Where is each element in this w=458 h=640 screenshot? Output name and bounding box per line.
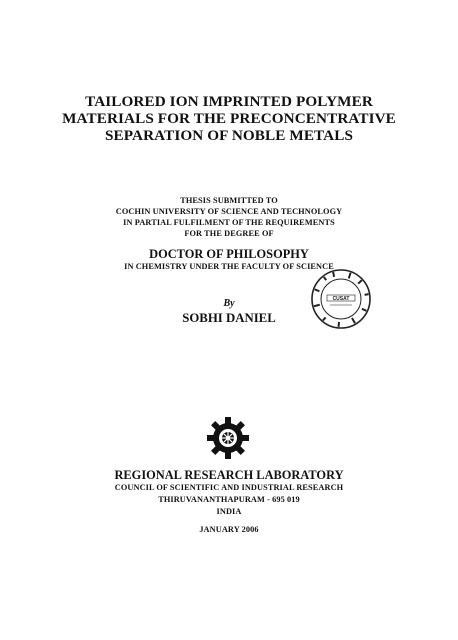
author-name: SOBHI DANIEL: [182, 311, 276, 325]
seal-center-text: CUSAT: [332, 296, 350, 303]
faculty-line: IN CHEMISTRY UNDER THE FACULTY OF SCIENCE: [124, 262, 334, 271]
degree-title: DOCTOR OF PHILOSOPHY: [149, 247, 309, 261]
by-label: By: [223, 298, 235, 309]
submission-line-1: THESIS SUBMITTED TO: [180, 196, 278, 205]
title-line-3: SEPARATION OF NOBLE METALS: [104, 127, 354, 144]
date-line: JANUARY 2006: [199, 525, 259, 534]
council-name: COUNCIL OF SCIENTIFIC AND INDUSTRIAL RESEARCH: [114, 483, 344, 492]
lab-name: REGIONAL RESEARCH LABORATORY: [114, 468, 344, 482]
country-line: INDIA: [216, 507, 242, 516]
address-line: THIRUVANANTHAPURAM - 695 019: [158, 495, 300, 504]
title-line-2: MATERIALS FOR THE PRECONCENTRATIVE: [62, 110, 396, 127]
submission-line-2: COCHIN UNIVERSITY OF SCIENCE AND TECHNOLOGY: [115, 207, 343, 216]
submission-line-4: FOR THE DEGREE OF: [184, 229, 274, 238]
submission-line-3: IN PARTIAL FULFILMENT OF THE REQUIREMENTS: [123, 218, 335, 227]
title-line-1: TAILORED ION IMPRINTED POLYMER: [85, 93, 373, 110]
csir-emblem-icon: [204, 414, 252, 462]
